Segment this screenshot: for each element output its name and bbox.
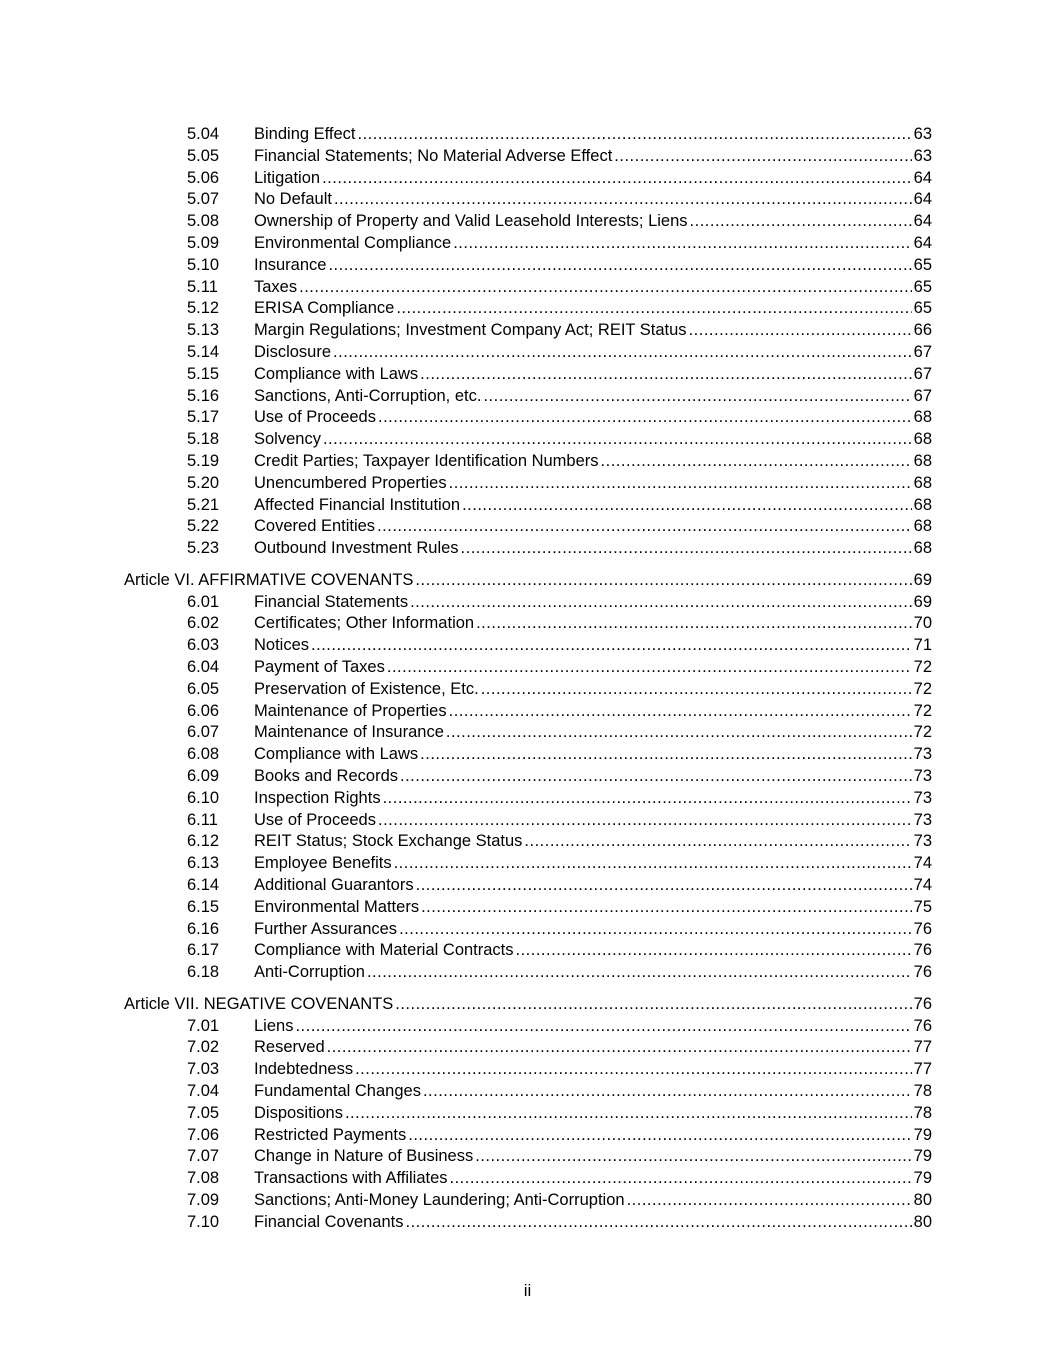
dot-leader <box>416 875 912 897</box>
section-page-number: 79 <box>912 1168 932 1190</box>
section-title: Indebtedness <box>254 1059 355 1081</box>
toc-entry[interactable] <box>0 495 1055 517</box>
section-page-number: 72 <box>912 722 932 744</box>
section-title: Litigation <box>254 168 322 190</box>
section-number: 6.15 <box>187 897 220 916</box>
section-page-number: 64 <box>912 233 932 255</box>
section-page-number: 65 <box>912 255 932 277</box>
section-number: 6.08 <box>187 745 220 764</box>
section-page-number: 68 <box>912 516 932 538</box>
section-number: 6.04 <box>187 658 220 677</box>
toc-entry[interactable] <box>0 386 1055 408</box>
dot-leader <box>395 993 911 1016</box>
article-5-section-list <box>0 124 1055 560</box>
section-page-number: 74 <box>912 875 932 897</box>
section-page-number: 77 <box>912 1059 932 1081</box>
section-number: 5.09 <box>187 233 220 252</box>
section-title: Anti-Corruption <box>254 962 367 984</box>
toc-entry[interactable] <box>0 962 1055 984</box>
dot-leader <box>449 473 912 495</box>
section-number: 6.09 <box>187 767 220 785</box>
toc-entry[interactable] <box>0 451 1055 473</box>
dot-leader <box>690 211 912 233</box>
section-title: ERISA Compliance <box>254 298 396 320</box>
toc-entry[interactable] <box>0 701 1055 723</box>
dot-leader <box>446 722 912 744</box>
section-title: Insurance <box>254 255 328 277</box>
section-page-number: 68 <box>912 407 932 429</box>
toc-entry[interactable] <box>0 897 1055 919</box>
dot-leader <box>394 853 912 875</box>
article-6-section-list <box>0 592 1055 984</box>
dot-leader <box>627 1190 912 1212</box>
section-title: Use of Proceeds <box>254 810 378 832</box>
section-title: Sanctions; Anti-Money Laundering; Anti-Corruption <box>254 1190 627 1212</box>
section-title: Credit Parties; Taxpayer Identification Numbers <box>254 451 601 473</box>
section-number: 5.04 <box>187 125 220 143</box>
section-number: 7.01 <box>187 1016 220 1035</box>
toc-entry[interactable] <box>0 146 1055 168</box>
toc-entry[interactable] <box>0 516 1055 538</box>
dot-leader <box>328 255 911 277</box>
dot-leader <box>475 1146 911 1168</box>
section-number: 5.17 <box>187 408 220 427</box>
toc-entry[interactable] <box>0 1212 1055 1234</box>
dot-leader <box>358 124 912 146</box>
dot-leader <box>383 788 912 810</box>
section-number: 6.13 <box>187 854 220 873</box>
toc-entry[interactable] <box>0 1059 1055 1081</box>
section-page-number: 80 <box>912 1212 932 1234</box>
section-page-number: 79 <box>912 1146 932 1168</box>
toc-entry[interactable] <box>0 1103 1055 1125</box>
section-page-number: 68 <box>912 495 932 517</box>
section-number: 5.06 <box>187 168 220 187</box>
section-number: 5.19 <box>187 451 220 470</box>
dot-leader <box>410 592 912 614</box>
section-title: No Default <box>254 189 334 211</box>
dot-leader <box>334 189 912 211</box>
section-title: Inspection Rights <box>254 788 383 810</box>
section-number: 5.05 <box>187 146 220 165</box>
section-number: 5.12 <box>187 299 220 318</box>
toc-entry[interactable] <box>0 124 1055 146</box>
section-number: 6.03 <box>187 636 220 655</box>
section-title: Financial Statements; No Material Adverse Effect <box>254 146 614 168</box>
section-title: Covered Entities <box>254 516 377 538</box>
section-title: Environmental Matters <box>254 897 421 919</box>
section-page-number: 68 <box>912 429 932 451</box>
section-number: 6.17 <box>187 941 220 960</box>
section-number: 6.11 <box>187 810 218 829</box>
section-page-number: 66 <box>912 320 932 342</box>
toc-entry[interactable] <box>0 635 1055 657</box>
dot-leader <box>323 429 912 451</box>
toc-entry[interactable] <box>0 766 1055 788</box>
section-title: Certificates; Other Information <box>254 613 476 635</box>
section-number: 6.01 <box>187 592 220 611</box>
section-number: 5.07 <box>187 190 220 209</box>
toc-entry[interactable] <box>0 429 1055 451</box>
dot-leader <box>396 298 911 320</box>
dot-leader <box>311 635 912 657</box>
section-number: 7.08 <box>187 1169 220 1188</box>
article-7-section-list <box>0 1016 1055 1234</box>
dot-leader <box>423 1081 912 1103</box>
dot-leader <box>399 919 912 941</box>
toc-entry[interactable] <box>0 189 1055 211</box>
section-title: Further Assurances <box>254 919 399 941</box>
section-page-number: 78 <box>912 1081 932 1103</box>
dot-leader <box>462 495 912 517</box>
section-title: Reserved <box>254 1037 327 1059</box>
section-title: Maintenance of Insurance <box>254 722 446 744</box>
toc-entry[interactable] <box>0 940 1055 962</box>
section-title: Solvency <box>254 429 323 451</box>
section-number: 7.09 <box>187 1191 220 1210</box>
section-number: 7.06 <box>187 1125 220 1144</box>
dot-leader <box>483 386 911 408</box>
toc-entry[interactable] <box>0 298 1055 320</box>
toc-entry[interactable] <box>0 320 1055 342</box>
toc-entry[interactable] <box>0 1146 1055 1168</box>
toc-entry[interactable] <box>0 875 1055 897</box>
toc-entry[interactable] <box>0 342 1055 364</box>
toc-entry[interactable] <box>0 277 1055 299</box>
toc-entry[interactable] <box>0 613 1055 635</box>
page-footer-number: ii <box>523 1281 532 1300</box>
toc-entry[interactable] <box>0 473 1055 495</box>
section-number: 7.05 <box>187 1103 220 1122</box>
section-page-number: 80 <box>912 1190 932 1212</box>
section-title: Books and Records <box>254 766 400 788</box>
toc-entry[interactable] <box>0 364 1055 386</box>
section-page-number: 78 <box>912 1103 932 1125</box>
section-title: Compliance with Laws <box>254 364 420 386</box>
dot-leader <box>516 940 912 962</box>
section-title: Additional Guarantors <box>254 875 416 897</box>
section-number: 7.02 <box>187 1038 220 1057</box>
section-page-number: 76 <box>912 919 932 941</box>
section-title: Maintenance of Properties <box>254 701 449 723</box>
dot-leader <box>377 516 912 538</box>
toc-entry[interactable] <box>0 810 1055 832</box>
toc-entry[interactable] <box>0 744 1055 766</box>
section-page-number: 64 <box>912 211 932 233</box>
section-title: Environmental Compliance <box>254 233 453 255</box>
toc-entry[interactable] <box>0 788 1055 810</box>
section-page-number: 72 <box>912 657 932 679</box>
section-title: Dispositions <box>254 1103 345 1125</box>
dot-leader <box>345 1103 912 1125</box>
section-title: Binding Effect <box>254 124 358 146</box>
table-of-contents <box>0 124 1055 1234</box>
section-number: 5.20 <box>187 473 220 492</box>
article-page-number: 76 <box>912 993 932 1016</box>
section-title: Preservation of Existence, Etc. <box>254 679 481 701</box>
section-title: Taxes <box>254 277 299 299</box>
section-number: 6.16 <box>187 919 220 938</box>
section-number: 5.11 <box>187 277 218 296</box>
section-page-number: 67 <box>912 386 932 408</box>
toc-entry[interactable] <box>0 233 1055 255</box>
dot-leader <box>421 897 912 919</box>
dot-leader <box>367 962 912 984</box>
section-title: Sanctions, Anti-Corruption, etc. <box>254 386 483 408</box>
dot-leader <box>614 146 911 168</box>
toc-entry[interactable] <box>0 1016 1055 1038</box>
section-page-number: 64 <box>912 189 932 211</box>
section-title: Financial Covenants <box>254 1212 406 1234</box>
dot-leader <box>601 451 912 473</box>
section-number: 6.12 <box>187 832 220 851</box>
dot-leader <box>327 1037 912 1059</box>
section-title: Compliance with Laws <box>254 744 420 766</box>
article-title: Article VI. AFFIRMATIVE COVENANTS <box>124 569 415 592</box>
dot-leader <box>449 701 912 723</box>
section-page-number: 70 <box>912 613 932 635</box>
section-number: 5.13 <box>187 321 220 340</box>
dot-leader <box>333 342 912 364</box>
dot-leader <box>295 1016 911 1038</box>
section-page-number: 64 <box>912 168 932 190</box>
section-title: Financial Statements <box>254 592 410 614</box>
dot-leader <box>408 1125 911 1147</box>
toc-entry[interactable] <box>0 1081 1055 1103</box>
section-page-number: 76 <box>912 1016 932 1038</box>
section-page-number: 73 <box>912 810 932 832</box>
toc-entry[interactable] <box>0 168 1055 190</box>
section-page-number: 68 <box>912 473 932 495</box>
section-page-number: 65 <box>912 277 932 299</box>
section-title: Transactions with Affiliates <box>254 1168 450 1190</box>
section-number: 5.14 <box>187 342 220 361</box>
section-number: 5.22 <box>187 517 220 536</box>
dot-leader <box>322 168 912 190</box>
section-page-number: 69 <box>912 592 932 614</box>
dot-leader <box>524 831 911 853</box>
section-number: 5.10 <box>187 255 220 274</box>
section-title: Unencumbered Properties <box>254 473 449 495</box>
section-title: Notices <box>254 635 311 657</box>
toc-entry[interactable] <box>0 722 1055 744</box>
dot-leader <box>420 744 911 766</box>
section-title: Ownership of Property and Valid Leasehold Interests; Liens <box>254 211 690 233</box>
dot-leader <box>481 679 912 701</box>
dot-leader <box>689 320 912 342</box>
toc-entry[interactable] <box>0 1168 1055 1190</box>
section-page-number: 72 <box>912 679 932 701</box>
article-title: Article VII. NEGATIVE COVENANTS <box>124 993 395 1016</box>
section-page-number: 67 <box>912 342 932 364</box>
section-page-number: 63 <box>912 124 932 146</box>
section-number: 5.23 <box>187 539 220 558</box>
dot-leader <box>476 613 912 635</box>
section-number: 6.02 <box>187 614 220 633</box>
dot-leader <box>387 657 912 679</box>
section-page-number: 76 <box>912 940 932 962</box>
toc-entry[interactable] <box>0 1125 1055 1147</box>
section-page-number: 79 <box>912 1125 932 1147</box>
dot-leader <box>299 277 912 299</box>
section-page-number: 71 <box>912 635 932 657</box>
section-page-number: 73 <box>912 744 932 766</box>
toc-entry[interactable] <box>0 407 1055 429</box>
section-page-number: 68 <box>912 538 932 560</box>
section-number: 6.07 <box>187 723 220 742</box>
toc-entry[interactable] <box>0 831 1055 853</box>
toc-entry[interactable] <box>0 211 1055 233</box>
dot-leader <box>355 1059 912 1081</box>
section-number: 5.08 <box>187 212 220 231</box>
section-number: 6.06 <box>187 701 220 720</box>
section-page-number: 73 <box>912 788 932 810</box>
section-number: 7.04 <box>187 1082 220 1101</box>
section-number: 7.03 <box>187 1060 220 1079</box>
dot-leader <box>415 569 911 592</box>
section-page-number: 77 <box>912 1037 932 1059</box>
article-heading-vii[interactable] <box>0 993 1055 1016</box>
section-title: Payment of Taxes <box>254 657 387 679</box>
section-page-number: 67 <box>912 364 932 386</box>
dot-leader <box>406 1212 912 1234</box>
toc-entry[interactable] <box>0 1190 1055 1212</box>
section-number: 5.21 <box>187 495 220 514</box>
toc-entry[interactable] <box>0 853 1055 875</box>
section-number: 5.15 <box>187 364 220 383</box>
dot-leader <box>450 1168 912 1190</box>
section-number: 7.10 <box>187 1212 220 1231</box>
section-title: Change in Nature of Business <box>254 1146 475 1168</box>
toc-entry[interactable] <box>0 538 1055 560</box>
toc-entry[interactable] <box>0 679 1055 701</box>
section-number: 7.07 <box>187 1147 220 1166</box>
toc-entry[interactable] <box>0 592 1055 614</box>
section-page-number: 65 <box>912 298 932 320</box>
section-number: 6.14 <box>187 875 220 894</box>
section-page-number: 75 <box>912 897 932 919</box>
section-page-number: 76 <box>912 962 932 984</box>
section-title: Compliance with Material Contracts <box>254 940 516 962</box>
section-title: Liens <box>254 1016 295 1038</box>
section-page-number: 73 <box>912 831 932 853</box>
section-page-number: 74 <box>912 853 932 875</box>
section-title: Affected Financial Institution <box>254 495 462 517</box>
section-number: 6.05 <box>187 679 220 698</box>
section-title: Outbound Investment Rules <box>254 538 461 560</box>
section-page-number: 68 <box>912 451 932 473</box>
dot-leader <box>453 233 911 255</box>
toc-entry[interactable] <box>0 255 1055 277</box>
section-page-number: 63 <box>912 146 932 168</box>
dot-leader <box>378 810 912 832</box>
section-number: 5.18 <box>187 430 220 449</box>
article-heading-vi[interactable] <box>0 569 1055 592</box>
section-title: Disclosure <box>254 342 333 364</box>
section-number: 6.10 <box>187 788 220 807</box>
section-number: 5.16 <box>187 386 220 405</box>
section-number: 6.18 <box>187 963 220 982</box>
toc-entry[interactable] <box>0 657 1055 679</box>
section-title: Employee Benefits <box>254 853 394 875</box>
section-title: Margin Regulations; Investment Company Act; REIT Status <box>254 320 689 342</box>
dot-leader <box>420 364 911 386</box>
section-title: Restricted Payments <box>254 1125 408 1147</box>
toc-entry[interactable] <box>0 919 1055 941</box>
dot-leader <box>461 538 912 560</box>
section-page-number: 73 <box>912 766 932 788</box>
article-page-number: 69 <box>912 569 932 592</box>
dot-leader <box>400 766 912 788</box>
toc-entry[interactable] <box>0 1037 1055 1059</box>
section-title: Use of Proceeds <box>254 407 378 429</box>
dot-leader <box>378 407 912 429</box>
section-title: Fundamental Changes <box>254 1081 423 1103</box>
section-title: REIT Status; Stock Exchange Status <box>254 831 524 853</box>
section-page-number: 72 <box>912 701 932 723</box>
